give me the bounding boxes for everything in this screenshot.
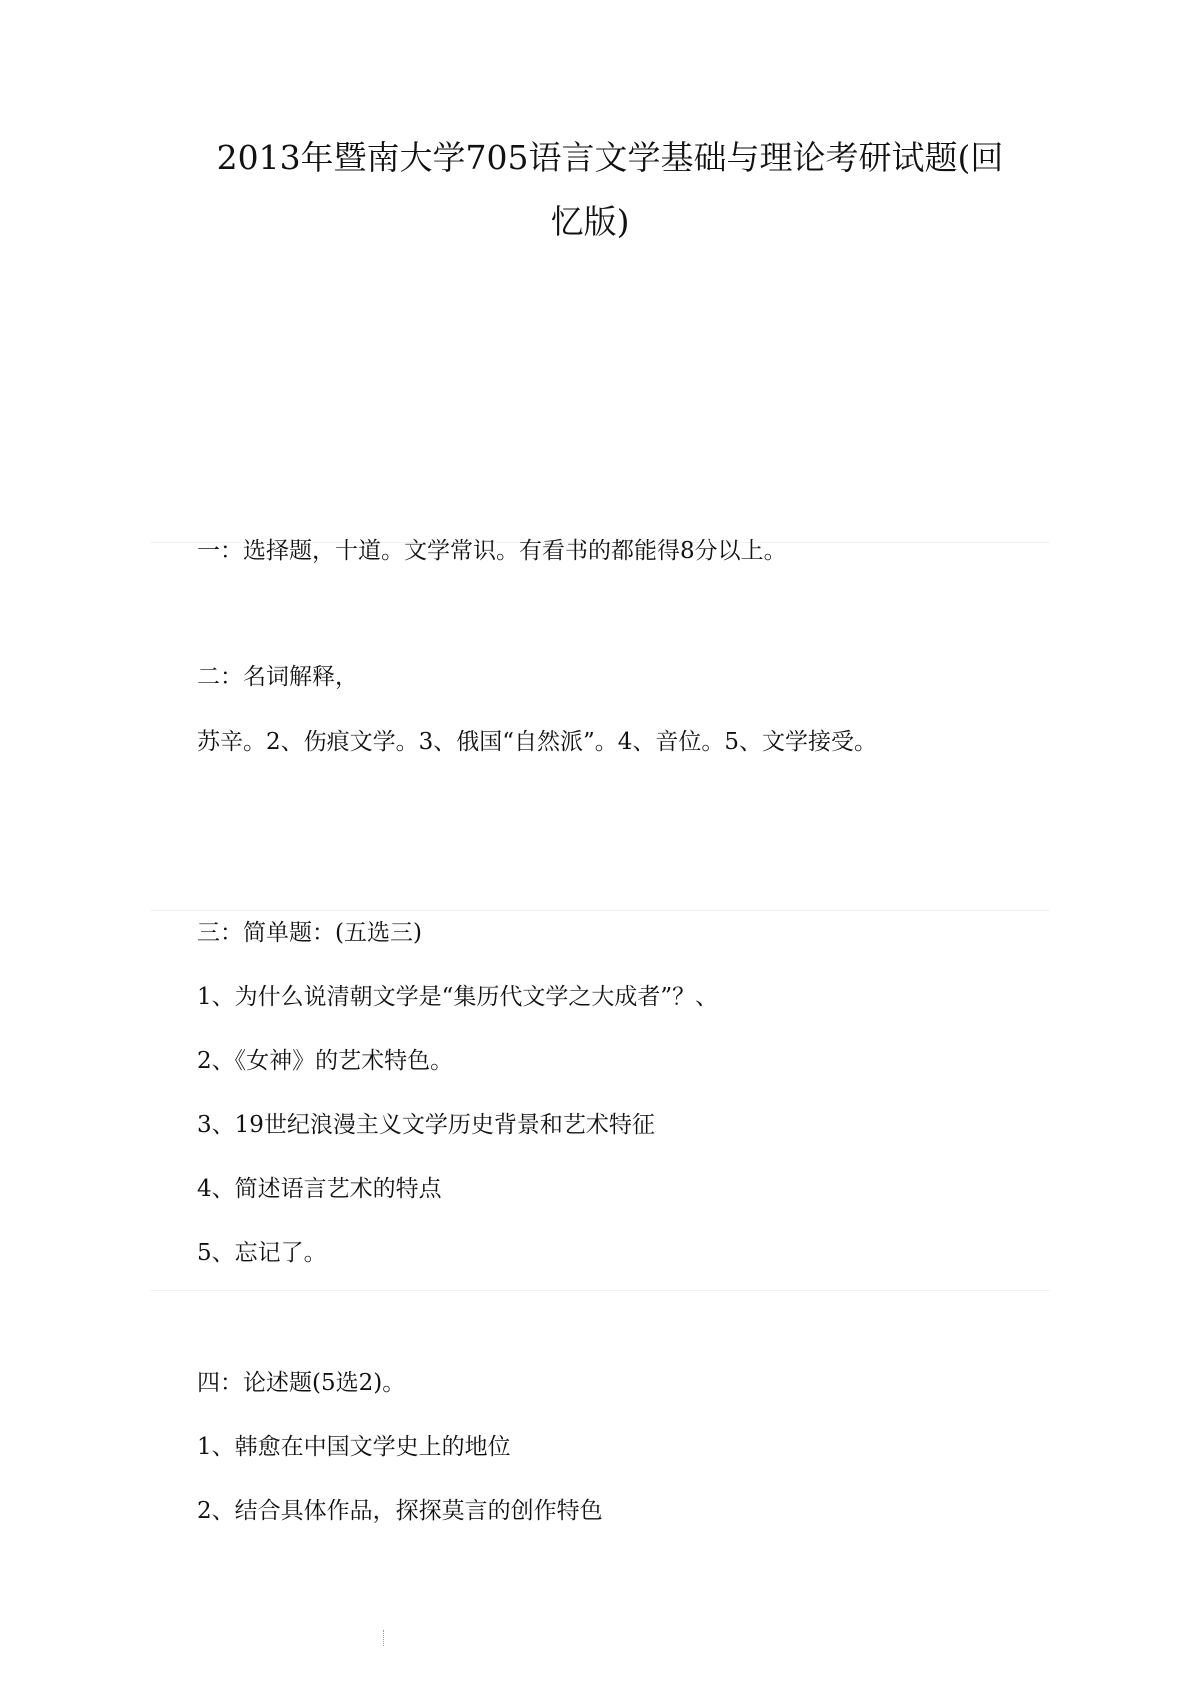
document-title-line-1: 2013年暨南大学705语言文学基础与理论考研试题(回 xyxy=(216,138,1004,177)
document-title-line-2: 忆版) xyxy=(550,202,630,241)
section-2-heading: 二：名词解释， xyxy=(197,664,358,690)
section-1-heading: 一：选择题，十道。文学常识。有看书的都能得8分以上。 xyxy=(197,538,787,564)
section-3-item-4: 4、简述语言艺术的特点 xyxy=(197,1176,442,1202)
section-3-item-3: 3、19世纪浪漫主义文学历史背景和艺术特征 xyxy=(197,1112,655,1138)
section-3-heading: 三：简单题：(五选三) xyxy=(197,920,422,946)
divider xyxy=(150,910,1050,911)
section-2-items: 苏辛。2、伤痕文学。3、俄国“自然派”。4、音位。5、文学接受。 xyxy=(197,729,878,755)
footer-mark xyxy=(383,1630,386,1646)
section-4-item-2: 2、结合具体作品，探探莫言的创作特色 xyxy=(197,1498,603,1524)
section-3-item-5: 5、忘记了。 xyxy=(197,1240,327,1266)
section-4-item-1: 1、韩愈在中国文学史上的地位 xyxy=(197,1434,511,1460)
section-3-item-1: 1、为什么说清朝文学是“集历代文学之大成者”？、 xyxy=(197,984,719,1010)
section-4-heading: 四：论述题(5选2)。 xyxy=(197,1370,406,1396)
section-3-item-2: 2、《女神》的艺术特色。 xyxy=(197,1048,454,1074)
divider xyxy=(150,1290,1050,1291)
